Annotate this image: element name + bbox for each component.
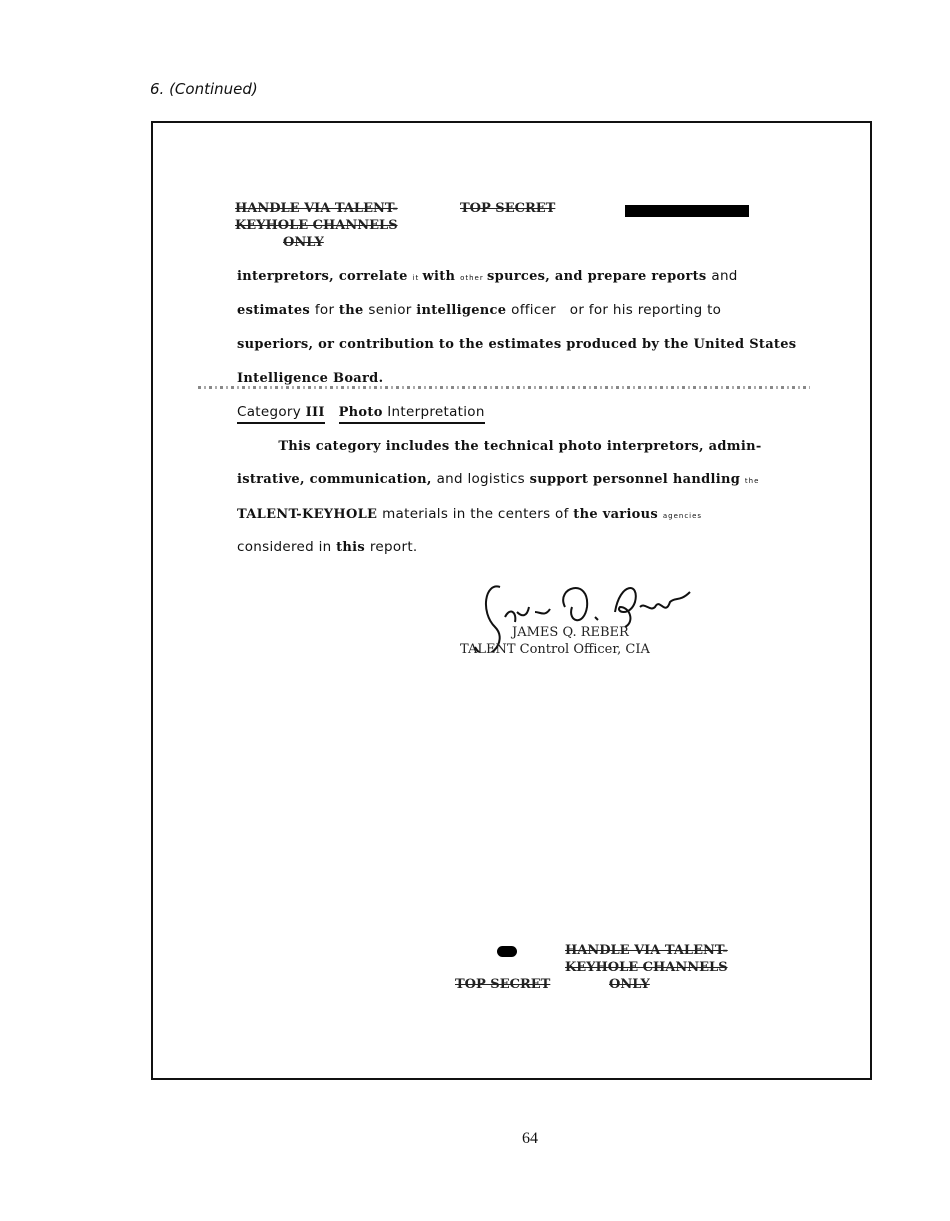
text-segment: This category includes the technical photo interpretors, admin- bbox=[278, 439, 762, 454]
text-segment: estimates bbox=[237, 303, 315, 318]
text-segment: Category bbox=[237, 404, 306, 424]
handwritten-signature bbox=[455, 572, 710, 652]
body-line bbox=[237, 438, 762, 454]
text-segment: intelligence bbox=[416, 303, 512, 318]
text-segment: officer or for his reporting to bbox=[511, 302, 722, 318]
body-line bbox=[237, 268, 738, 284]
body-line bbox=[237, 539, 418, 555]
text-segment: considered in bbox=[237, 539, 337, 555]
text-segment: the various bbox=[573, 507, 663, 522]
body-line bbox=[237, 370, 383, 386]
text-segment bbox=[237, 438, 278, 454]
text-segment: materials in the centers of bbox=[382, 506, 574, 522]
text-segment: interpretors, correlate bbox=[237, 269, 413, 284]
classification-top: TOP SECRET bbox=[460, 201, 556, 216]
redaction-bar bbox=[625, 205, 749, 217]
body-line bbox=[237, 336, 796, 352]
text-segment: report. bbox=[369, 539, 418, 555]
marking-line: ONLY bbox=[609, 977, 650, 992]
marking-line: HANDLE VIA TALENT- bbox=[235, 201, 398, 216]
text-segment: agencies bbox=[662, 512, 703, 520]
page-number: 64 bbox=[522, 1130, 538, 1147]
marking-line: HANDLE VIA TALENT- bbox=[565, 943, 728, 958]
section-continued-heading: 6. (Continued) bbox=[150, 80, 258, 98]
text-segment: spurces, and prepare reports bbox=[486, 269, 712, 284]
text-segment: for bbox=[314, 302, 339, 318]
redaction-blot bbox=[497, 946, 517, 957]
marking-line: KEYHOLE CHANNELS bbox=[565, 960, 728, 975]
text-segment: with bbox=[422, 269, 461, 284]
text-segment: Photo bbox=[339, 405, 383, 424]
text-segment: this bbox=[336, 540, 370, 555]
text-segment: it bbox=[412, 274, 423, 282]
signer-title: TALENT Control Officer, CIA bbox=[460, 642, 650, 657]
handle-via-marking-top bbox=[235, 200, 398, 251]
text-segment: the bbox=[744, 477, 760, 485]
text-segment: support personnel handling bbox=[529, 472, 745, 487]
body-line bbox=[237, 471, 759, 487]
handle-via-marking-bottom bbox=[565, 942, 728, 993]
body-line bbox=[237, 302, 721, 318]
body-line bbox=[237, 506, 702, 522]
text-segment: senior bbox=[368, 302, 417, 318]
text-segment: and bbox=[711, 268, 738, 284]
signature-block bbox=[455, 572, 710, 682]
marking-line: KEYHOLE CHANNELS bbox=[235, 218, 398, 233]
classification-bottom: TOP SECRET bbox=[455, 977, 551, 992]
body-line bbox=[237, 404, 485, 420]
signer-name: JAMES Q. REBER bbox=[512, 625, 629, 640]
text-segment: istrative, communication, bbox=[237, 472, 437, 487]
text-segment: TALENT-KEYHOLE bbox=[237, 507, 383, 522]
marking-line: ONLY bbox=[283, 235, 324, 250]
text-segment: other bbox=[460, 274, 487, 282]
text-segment: III bbox=[306, 405, 325, 424]
text-segment bbox=[325, 404, 339, 420]
scan-noise-rule bbox=[198, 386, 810, 389]
text-segment: superiors, or contribution to the estimates produced by the United States bbox=[237, 337, 797, 352]
text-segment: the bbox=[338, 303, 369, 318]
text-segment: Intelligence Board. bbox=[237, 371, 384, 386]
text-segment: and logistics bbox=[436, 471, 530, 487]
text-segment: Interpretation bbox=[383, 404, 485, 424]
